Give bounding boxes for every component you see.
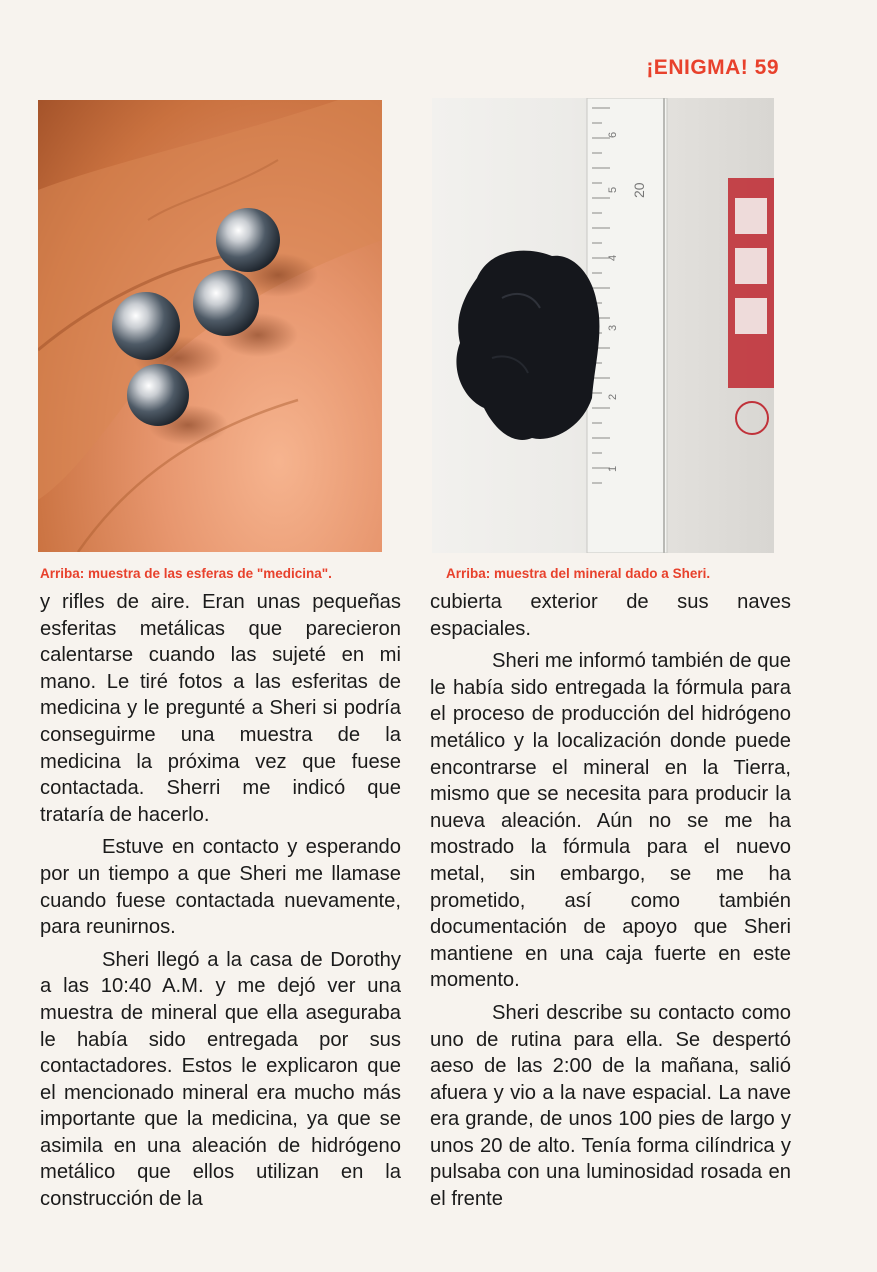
- ruler-number: 6: [607, 131, 619, 138]
- paragraph: Estuve en contacto y esperando por un tiempo a que Sheri me llamase cuando fuese contactada nuevamente, para reunirnos.: [40, 836, 401, 939]
- paragraph: Sheri me informó también de que le había sido entregada la fórmula para el proceso de producción del hidrógeno metálico y la localización donde puede encontrarse el mineral en la Tierra, mismo que se necesita para producir la nueva aleación. Aún no se me ha mostrado la fórmula para el nuevo metal, sin embargo, se me ha prometido, así como también documentación de apoyo que Sheri mantiene en una caja fuerte en este momento.: [430, 650, 791, 992]
- paragraph: cubierta exterior de sus naves espaciales.: [430, 591, 791, 640]
- black-mineral: [456, 251, 599, 440]
- mineral-with-ruler-illustration: [432, 98, 774, 553]
- ruler-number: 1: [607, 465, 619, 472]
- ruler-number: 3: [607, 324, 619, 331]
- stamp-seal: [736, 402, 768, 434]
- ruler-number: 20: [631, 182, 647, 198]
- paragraph: Sheri llegó a la casa de Dorothy a las 10:40 A.M. y me dejó ver una muestra de mineral que ella aseguraba le había sido entregada por sus contactadores. Estos le explicaron que el mencionado mineral era mucho más importante que la medicina, ya que se asimila en una aleación de hidrógeno metálico que ellos utilizan en la construcción de la: [40, 948, 401, 1211]
- photo-medicine-spheres: [38, 100, 382, 552]
- ruler-number: 4: [607, 254, 619, 261]
- page-header: ¡ENIGMA! 59: [646, 56, 779, 79]
- paragraph: y rifles de aire. Eran unas pequeñas esferitas metálicas que parecieron calentarse cuando las sujeté en mi mano. Le tiré fotos a las esferitas de medicina y le pregunté a Sheri si podría conseguirme una muestra de la medicina la próxima vez que fuese contactada. Sherri me indicó que trataría de hacerlo.: [40, 591, 401, 826]
- ruler-number: 2: [607, 393, 619, 400]
- sphere: [127, 364, 189, 426]
- caption-mineral: Arriba: muestra del mineral dado a Sheri.: [446, 566, 711, 581]
- sphere: [112, 292, 180, 360]
- article-column-right: [430, 589, 791, 1219]
- hand-with-spheres-illustration: [38, 100, 382, 552]
- caption-spheres: Arriba: muestra de las esferas de "medicina".: [40, 566, 332, 581]
- article-column-left: [40, 589, 401, 1219]
- ruler-number: 5: [607, 186, 619, 193]
- sphere: [216, 208, 280, 272]
- photo-mineral-sample: [432, 98, 774, 553]
- paragraph: Sheri describe su contacto como uno de rutina para ella. Se despertó aeso de las 2:00 de la mañana, salió afuera y vio a la nave espacial. La nave era grande, de unos 100 pies de largo y unos 20 de alto. Tenía forma cilíndrica y pulsaba con una luminosidad rosada en el frente: [430, 1001, 791, 1211]
- sphere: [193, 270, 259, 336]
